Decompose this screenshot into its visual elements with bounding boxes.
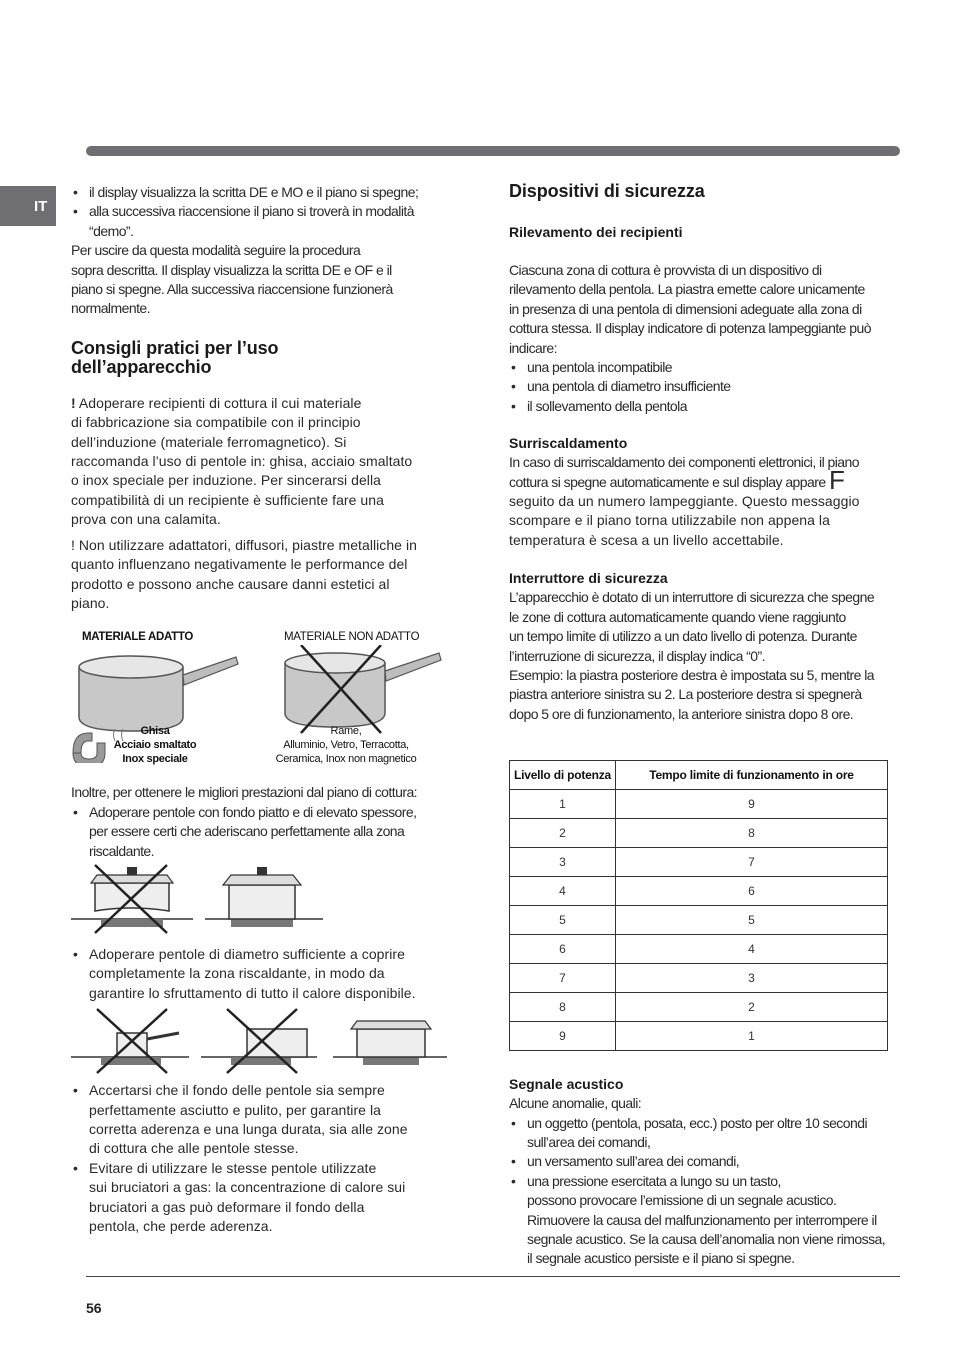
unsuitable-caption: Rame, Alluminio, Vetro, Terracotta, Ceramica, Inox non magnetico	[275, 725, 417, 766]
overheating-paragraph: In caso di surriscaldamento dei componenti elettronici, il piano cottura si spegne automaticamente e sul display appare F seguito da un numero lampeggiante. Questo messaggio scompare e il piano torna utilizzabile non appena la temperatura è scesa a un livello accettabile.	[509, 454, 860, 548]
table-row: 5 5	[510, 906, 888, 935]
list-item: • una pentola di diametro insufficiente	[509, 377, 911, 396]
table-row: 2 8	[510, 819, 888, 848]
table-row: 9 1	[510, 1022, 888, 1051]
language-tab: IT	[0, 186, 56, 226]
list-item: • una pressione esercitata a lungo su un tasto, possono provocare l’emissione di un segnale acustico. Rimuovere la causa del malfunzionamento per interrompere il segnale acustico. Se la causa dell’anomalia non viene rimossa, il segnale acustico persiste e il piano si spegne.	[509, 1172, 911, 1269]
suitable-title: MATERIALE ADATTO	[82, 631, 194, 644]
unsuitable-pot-illustration	[279, 645, 449, 735]
list-item: • un versamento sull’area dei comandi,	[509, 1152, 911, 1171]
also-line: Inoltre, per ottenere le migliori prestazioni dal piano di cottura:	[71, 784, 418, 801]
suitable-caption: Ghisa Acciaio smaltato Inox speciale	[113, 725, 197, 766]
section-heading-tips: Consigli pratici per l’uso dell’apparecchio	[71, 337, 279, 377]
flat-bottom-figure	[71, 861, 451, 939]
list-item: • alla successiva riaccensione il piano si troverà in modalità “demo”.	[71, 202, 451, 241]
footer-rule	[86, 1276, 900, 1277]
table-row: 8 2	[510, 993, 888, 1022]
column-header-level: Livello di potenza	[510, 761, 616, 790]
unsuitable-title: MATERIALE NON ADATTO	[284, 631, 420, 644]
warning-mark: !	[71, 394, 76, 411]
intro-bullets	[71, 183, 451, 241]
table-row: 4 6	[510, 877, 888, 906]
subheading-safety-switch: Interruttore di sicurezza	[509, 570, 668, 587]
list-item: • una pentola incompatibile	[509, 358, 911, 377]
power-limit-table	[509, 760, 888, 1051]
section-heading-safety: Dispositivi di sicurezza	[509, 181, 705, 201]
warning-material: ! Adoperare recipienti di cottura il cui materiale di fabbricazione sia compatibile con il principio dell’induzione (materiale ferromagnetico). Si raccomanda l’uso di pentole in: ghisa, acciaio smaltato o inox speciale per induzione. Per sincerarsi della compatibilità di un recipiente è sufficiente fare una prova con una calamita.	[71, 394, 413, 528]
page-number: 56	[86, 1300, 102, 1316]
detection-bullets	[509, 358, 911, 416]
material-figure	[71, 627, 451, 779]
table-row: 1 9	[510, 790, 888, 819]
subheading-acoustic-signal: Segnale acustico	[509, 1076, 624, 1093]
detection-paragraph: Ciascuna zona di cottura è provvista di un dispositivo di rilevamento della pentola. La piastra emette calore unicamente in presenza di una pentola di dimensioni adeguate alla zona di cottura stessa. Il display indicatore di potenza lampeggiante può indicare:	[509, 262, 871, 356]
list-item: • Adoperare pentole con fondo piatto e di elevato spessore, per essere certi che aderiscano perfettamente alla zona riscaldante.	[71, 803, 451, 861]
list-item: • Evitare di utilizzare le stesse pentole utilizzate sui bruciatori a gas: la concentrazione di calore sui bruciatori a gas può deformare il fondo della pentola, che perde aderenza.	[71, 1159, 451, 1237]
table-row: 6 4	[510, 935, 888, 964]
right-column	[509, 180, 911, 1269]
display-f-symbol: F	[828, 464, 845, 495]
acoustic-bullets	[509, 1114, 911, 1269]
safety-switch-paragraph: L’apparecchio è dotato di un interruttore di sicurezza che spegne le zone di cottura automaticamente quando viene raggiunto un tempo limite di utilizzo a un dato livello di potenza. Durante l’interruzione di sicurezza, il display indica “0”. Esempio: la piastra posteriore destra è impostata su 5, mentre la piastra anteriore sinistra su 2. La posteriore destra si spegnerà dopo 5 ore di funzionamento, la anteriore sinistra dopo 8 ore.	[509, 589, 875, 722]
table-header-row	[510, 761, 888, 790]
list-item: • Accertarsi che il fondo delle pentole sia sempre perfettamente asciutto e pulito, per garantire la corretta aderenza e una lunga durata, sia alle zone di cottura che alle pentole stesse.	[71, 1081, 451, 1159]
diameter-illustration	[71, 1007, 451, 1077]
list-item: • un oggetto (pentola, posata, ecc.) posto per oltre 10 secondi sull’area dei comandi,	[509, 1114, 911, 1153]
warning-adapters: ! Non utilizzare adattatori, diffusori, piastre metalliche in quanto influenzano negativamente le performance del prodotto e possono anche causare danni estetici al piano.	[71, 536, 417, 611]
subheading-overheating: Surriscaldamento	[509, 435, 628, 452]
header-bar	[86, 146, 900, 156]
list-item: • il display visualizza la scritta DE e MO e il piano si spegne;	[71, 183, 451, 202]
list-item: • Adoperare pentole di diametro sufficiente a coprire completamente la zona riscaldante, in modo da garantire lo sfruttamento di tutto il calore disponibile.	[71, 945, 451, 1003]
table-row: 3 7	[510, 848, 888, 877]
acoustic-intro: Alcune anomalie, quali:	[509, 1095, 642, 1112]
left-column	[71, 183, 451, 1236]
list-item: • il sollevamento della pentola	[509, 397, 911, 416]
flat-bottom-illustration	[71, 861, 331, 939]
column-header-time: Tempo limite di funzionamento in ore	[616, 761, 888, 790]
tips-list-1	[71, 803, 451, 861]
diameter-figure	[71, 1007, 451, 1077]
table-row: 7 3	[510, 964, 888, 993]
tips-list-2	[71, 945, 451, 1003]
tips-list-3	[71, 1081, 451, 1236]
subheading-detection: Rilevamento dei recipienti	[509, 224, 683, 240]
intro-paragraph: Per uscire da questa modalità seguire la procedura sopra descritta. Il display visualizza la scritta DE e OF e il piano si spegne. Alla successiva riaccensione funzionerà normalmente.	[71, 242, 393, 317]
